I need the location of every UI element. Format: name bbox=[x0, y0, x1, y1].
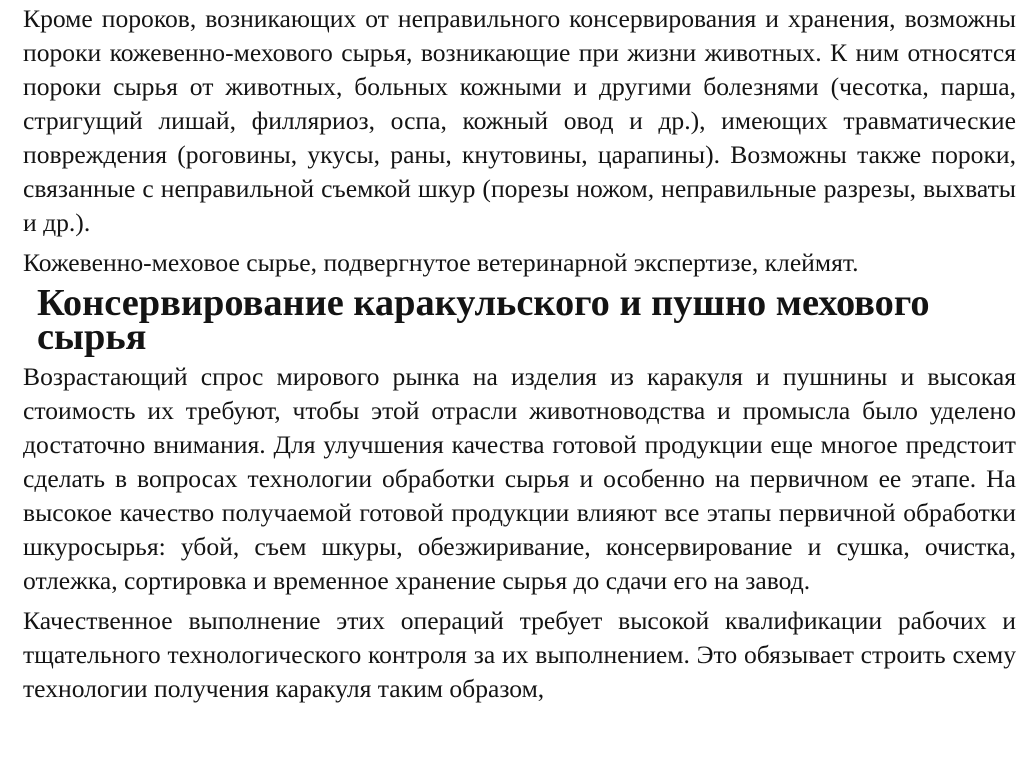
paragraph-quality: Качественное выполнение этих операций требует высокой квалификации рабочих и тщательного технологического контроля за их выполнением. Это обязывает строить схему технологии получения каракуля таким образом, bbox=[23, 606, 1016, 703]
section-heading: Консервирование каракульского и пушно мехового сырья bbox=[37, 282, 930, 358]
paragraph-demand: Возрастающий спрос мирового рынка на изделия из каракуля и пушнины и высокая стоимость их требуют, чтобы этой отрасли животноводства и промысла было уделено достаточно внимания. Для улучшения качества готовой продукции еще многое предстоит сделать в вопросах технологии обработки сырья и особенно на первичном ее этапе. На высокое качество получаемой готовой продукции влияют все этапы первичной обработки шкуросырья: убой, съем шкуры, обезжиривание, консервирование и сушка, очистка, отлежка, сортировка и временное хранение сырья до сдачи его на завод. bbox=[23, 362, 1016, 595]
paragraph-defects: Кроме пороков, возникающих от неправильного консервирования и хранения, возможны пороки кожевенно-мехового сырья, возникающие при жизни животных. К ним относятся пороки сырья от животных, больных кожными и другими болезнями (чесотка, парша, стригущий лишай, филляриоз, оспа, кожный овод и др.), имеющих травматические повреждения (роговины, укусы, раны, кнутовины, царапины). Возможны также пороки, связанные с неправильной съемкой шкур (порезы ножом, неправильные разрезы, выхваты и др.). bbox=[23, 4, 1016, 237]
document-page bbox=[23, 2, 1016, 706]
paragraph-branding: Кожевенно-меховое сырье, подвергнутое ветеринарной экспертизе, клеймят. bbox=[23, 248, 859, 277]
